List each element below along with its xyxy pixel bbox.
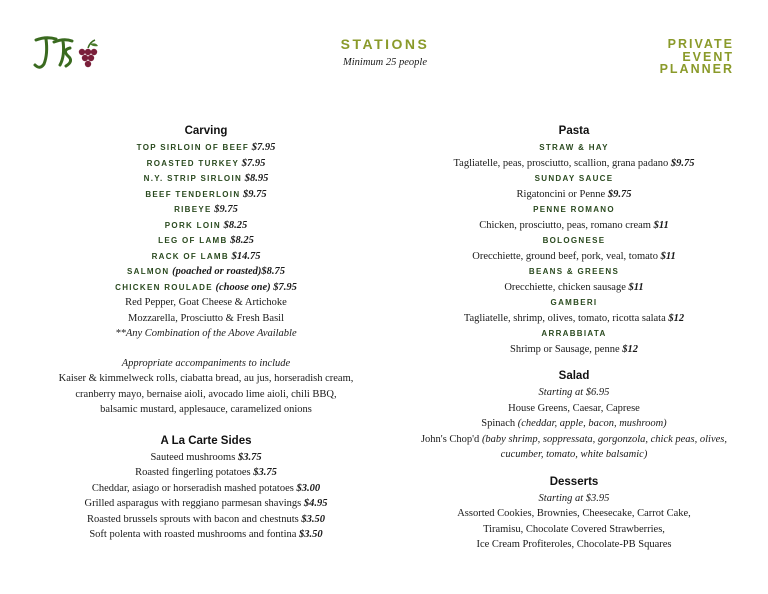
pasta-name xyxy=(414,233,734,249)
item-price: $8.75 xyxy=(261,266,285,277)
salad-main: John's Chop'd xyxy=(420,433,480,445)
side-item xyxy=(36,450,376,466)
side-item xyxy=(36,481,376,497)
pasta-name xyxy=(414,202,734,218)
item-desc: Tagliatelle, shrimp, olives, tomato, ricotta salata xyxy=(463,312,666,324)
item-price: $12 xyxy=(668,312,685,324)
desserts-starting-price: Starting at $3.95 xyxy=(538,492,610,504)
item-price: $9.75 xyxy=(214,204,238,215)
page-title: STATIONS xyxy=(340,36,430,52)
sides-heading: A La Carte Sides xyxy=(160,434,252,447)
side-text: Cheddar, asiago or horseradish mashed potatoes xyxy=(91,482,294,494)
pasta-heading: Pasta xyxy=(558,125,590,137)
item-name: GAMBERI xyxy=(550,298,598,307)
item-price: $7.95 xyxy=(273,281,297,293)
side-price: $3.75 xyxy=(237,451,262,463)
carving-item-roulade xyxy=(36,280,376,296)
side-text: Roasted fingerling potatoes xyxy=(135,467,251,478)
pasta-desc xyxy=(414,311,734,327)
pasta-desc xyxy=(414,187,734,203)
item-name: CHICKEN ROULADE xyxy=(115,282,213,292)
pasta-desc xyxy=(414,218,734,234)
item-price: $11 xyxy=(660,250,676,262)
desserts-heading: Desserts xyxy=(549,475,599,488)
item-name: PORK LOIN xyxy=(164,220,221,230)
desserts-line: Assorted Cookies, Brownies, Cheesecake, Carrot Cake, xyxy=(457,508,691,519)
tagline-line: PRIVATE xyxy=(667,37,734,51)
pasta-desc xyxy=(414,156,734,172)
salad-starting-price: Starting at $6.95 xyxy=(538,387,610,398)
side-text: Roasted brussels sprouts with bacon and chestnuts xyxy=(87,513,299,525)
item-name: PENNE ROMANO xyxy=(533,205,615,214)
item-price: $9.75 xyxy=(670,157,695,169)
item-price: $12 xyxy=(622,343,639,355)
roulade-option: Red Pepper, Goat Cheese & Artichoke xyxy=(125,297,287,308)
restaurant-logo xyxy=(32,34,102,74)
carving-heading: Carving xyxy=(184,125,228,137)
salad-line xyxy=(414,432,734,448)
item-price: $9.75 xyxy=(243,188,267,200)
item-name: BOLOGNESE xyxy=(542,236,606,245)
accompaniments-heading: Appropriate accompaniments to include xyxy=(121,357,291,369)
item-desc: Tagliatelle, peas, prosciutto, scallion, grana padano xyxy=(453,157,669,169)
side-text: Grilled asparagus with reggiano parmesan shavings xyxy=(84,498,302,509)
item-name: RIBEYE xyxy=(174,205,212,214)
side-price: $3.50 xyxy=(299,529,323,540)
salad-note: (cheddar, apple, bacon, mushroom) xyxy=(517,418,667,429)
side-price: $3.75 xyxy=(253,467,277,478)
carving-item xyxy=(36,202,376,218)
pasta-name xyxy=(414,326,734,342)
item-price: $11 xyxy=(628,281,644,293)
right-column xyxy=(414,122,734,553)
pasta-desc xyxy=(414,280,734,296)
side-item xyxy=(36,465,376,481)
item-desc: Rigatoncini or Penne xyxy=(516,188,606,200)
item-name: TOP SIRLOIN OF BEEF xyxy=(136,143,250,152)
item-note: (poached or roasted) xyxy=(172,266,262,277)
roulade-option: Mozzarella, Prosciutto & Fresh Basil xyxy=(127,312,284,324)
carving-item xyxy=(36,156,376,172)
item-name: RACK OF LAMB xyxy=(151,251,229,261)
side-item xyxy=(36,527,376,543)
salad-line xyxy=(414,416,734,432)
carving-item xyxy=(36,218,376,234)
item-price: $8.95 xyxy=(244,173,269,184)
pasta-desc xyxy=(414,342,734,358)
accompaniments-line: Kaiser & kimmelweck rolls, ciabatta bread, au jus, horseradish cream, xyxy=(58,373,354,384)
item-desc: Orecchiette, ground beef, pork, veal, tomato xyxy=(472,250,658,262)
item-price: $14.75 xyxy=(231,250,261,262)
item-name: BEANS & GREENS xyxy=(528,267,620,276)
item-desc: Shrimp or Sausage, penne xyxy=(509,343,620,355)
carving-item xyxy=(36,249,376,265)
carving-item xyxy=(36,171,376,187)
item-price: $7.95 xyxy=(251,142,276,153)
side-text: Sauteed mushrooms xyxy=(150,451,236,463)
accompaniments-line: cranberry mayo, bernaise aioli, avocado lime aioli, chili BBQ, xyxy=(75,388,337,400)
item-name: LEG OF LAMB xyxy=(158,236,228,245)
combo-note: **Any Combination of the Above Available xyxy=(115,328,297,339)
item-price: $8.25 xyxy=(223,219,248,231)
item-price: $7.95 xyxy=(241,157,266,169)
item-name: ARRABBIATA xyxy=(541,329,607,338)
side-item xyxy=(36,512,376,528)
page-header xyxy=(240,36,530,68)
pasta-name xyxy=(414,264,734,280)
carving-item xyxy=(36,140,376,156)
item-note: (choose one) xyxy=(215,281,271,293)
side-price: $3.50 xyxy=(301,513,325,525)
pasta-desc xyxy=(414,249,734,265)
item-price: $9.75 xyxy=(607,188,632,200)
salad-main: Spinach xyxy=(481,418,516,429)
item-name: ROASTED TURKEY xyxy=(146,158,240,168)
item-name: STRAW & HAY xyxy=(539,143,609,152)
item-name: SALMON xyxy=(127,267,170,276)
tagline-line: PLANNER xyxy=(659,62,734,76)
item-name: N.Y. STRIP SIRLOIN xyxy=(143,174,243,183)
salad-note: (baby shrimp, soppressata, gorgonzola, chick peas, olives, xyxy=(481,433,728,445)
tagline-line: EVENT xyxy=(682,49,734,64)
brand-tagline xyxy=(660,38,734,76)
desserts-line: Ice Cream Profiteroles, Chocolate-PB Squares xyxy=(476,539,672,550)
side-price: $4.95 xyxy=(303,498,328,509)
item-name: SUNDAY SAUCE xyxy=(534,174,614,183)
left-column xyxy=(36,122,376,543)
desserts-line: Tiramisu, Chocolate Covered Strawberries, xyxy=(483,523,665,535)
item-name: BEEF TENDERLOIN xyxy=(145,189,241,199)
item-price: $11 xyxy=(653,219,669,231)
item-price: $8.25 xyxy=(230,235,254,246)
carving-item xyxy=(36,187,376,203)
accompaniments-line: balsamic mustard, applesauce, caramelized onions xyxy=(100,404,312,415)
pasta-name xyxy=(414,171,734,187)
carving-item xyxy=(36,233,376,249)
item-desc: Orecchiette, chicken sausage xyxy=(504,281,626,293)
salad-line: cucumber, tomato, white balsamic) xyxy=(500,449,648,460)
salad-line: House Greens, Caesar, Caprese xyxy=(508,402,640,414)
carving-item-salmon xyxy=(36,264,376,280)
logo-grapes-icon xyxy=(32,34,102,74)
side-text: Soft polenta with roasted mushrooms and fontina xyxy=(89,529,297,540)
pasta-name xyxy=(414,140,734,156)
pasta-name xyxy=(414,295,734,311)
side-price: $3.00 xyxy=(296,482,321,494)
side-item xyxy=(36,496,376,512)
page-subtitle: Minimum 25 people xyxy=(343,57,427,68)
salad-heading: Salad xyxy=(558,370,590,382)
item-desc: Chicken, prosciutto, peas, romano cream xyxy=(479,219,651,231)
